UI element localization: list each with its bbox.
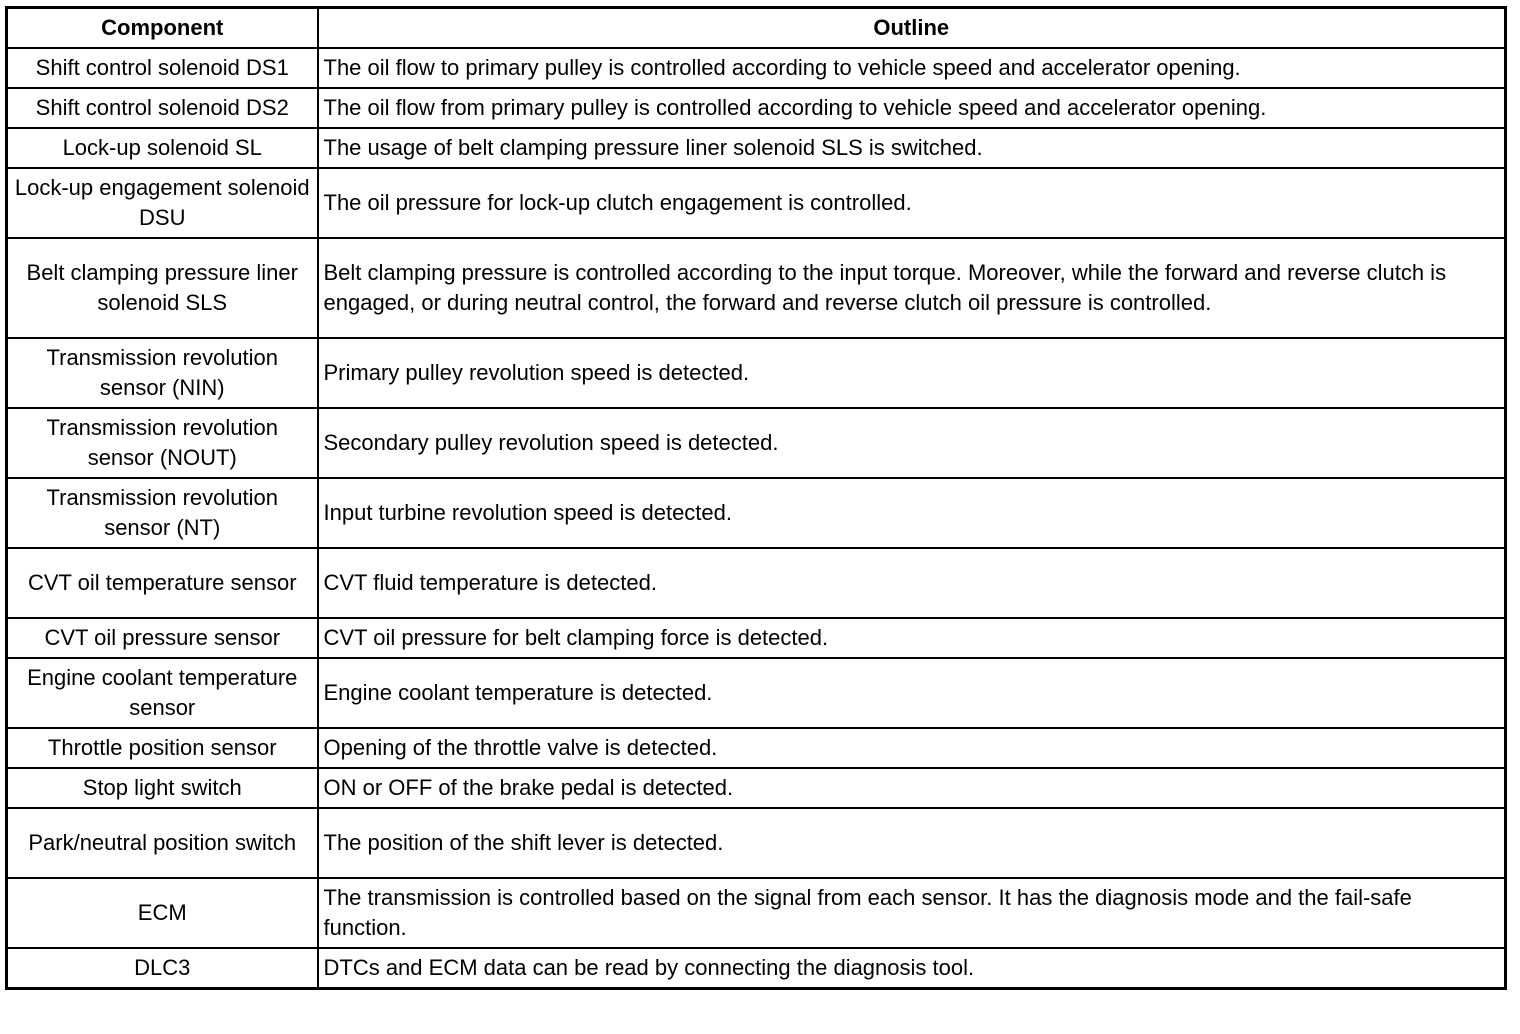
component-cell: Belt clamping pressure liner solenoid SLS [7, 238, 318, 338]
table-row [7, 768, 1506, 808]
table-row [7, 548, 1506, 618]
outline-cell: Input turbine revolution speed is detected. [318, 478, 1506, 548]
outline-cell: The oil flow to primary pulley is controlled according to vehicle speed and accelerator opening. [318, 48, 1506, 88]
component-cell: Stop light switch [7, 768, 318, 808]
component-cell: ECM [7, 878, 318, 948]
table-row [7, 128, 1506, 168]
table-row [7, 878, 1506, 948]
outline-cell: CVT fluid temperature is detected. [318, 548, 1506, 618]
table-row [7, 88, 1506, 128]
outline-cell: Engine coolant temperature is detected. [318, 658, 1506, 728]
header-component: Component [7, 8, 318, 49]
outline-cell: CVT oil pressure for belt clamping force is detected. [318, 618, 1506, 658]
table-row [7, 728, 1506, 768]
outline-cell: The usage of belt clamping pressure liner solenoid SLS is switched. [318, 128, 1506, 168]
header-outline: Outline [318, 8, 1506, 49]
component-cell: Transmission revolution sensor (NT) [7, 478, 318, 548]
table-row [7, 238, 1506, 338]
component-cell: Shift control solenoid DS1 [7, 48, 318, 88]
table-row [7, 658, 1506, 728]
component-cell: CVT oil temperature sensor [7, 548, 318, 618]
header-row [7, 8, 1506, 49]
component-cell: CVT oil pressure sensor [7, 618, 318, 658]
component-cell: Transmission revolution sensor (NOUT) [7, 408, 318, 478]
outline-cell: Primary pulley revolution speed is detected. [318, 338, 1506, 408]
outline-cell: The oil flow from primary pulley is controlled according to vehicle speed and accelerator opening. [318, 88, 1506, 128]
component-cell: Shift control solenoid DS2 [7, 88, 318, 128]
component-cell: Lock-up engagement solenoid DSU [7, 168, 318, 238]
outline-cell: The oil pressure for lock-up clutch engagement is controlled. [318, 168, 1506, 238]
components-table [5, 6, 1507, 990]
outline-cell: Secondary pulley revolution speed is detected. [318, 408, 1506, 478]
table-row [7, 618, 1506, 658]
component-cell: Engine coolant temperature sensor [7, 658, 318, 728]
table-row [7, 408, 1506, 478]
component-cell: Lock-up solenoid SL [7, 128, 318, 168]
component-cell: Throttle position sensor [7, 728, 318, 768]
component-cell: DLC3 [7, 948, 318, 989]
outline-cell: Opening of the throttle valve is detected. [318, 728, 1506, 768]
table-row [7, 338, 1506, 408]
outline-cell: The position of the shift lever is detected. [318, 808, 1506, 878]
outline-cell: Belt clamping pressure is controlled according to the input torque. Moreover, while the forward and reverse clutch is engaged, or during neutral control, the forward and reverse clutch oil pressure is controlled. [318, 238, 1506, 338]
table-row [7, 478, 1506, 548]
table-row [7, 48, 1506, 88]
outline-cell: ON or OFF of the brake pedal is detected. [318, 768, 1506, 808]
table-row [7, 168, 1506, 238]
outline-cell: DTCs and ECM data can be read by connecting the diagnosis tool. [318, 948, 1506, 989]
outline-cell: The transmission is controlled based on the signal from each sensor. It has the diagnosis mode and the fail-safe function. [318, 878, 1506, 948]
component-cell: Transmission revolution sensor (NIN) [7, 338, 318, 408]
table-row [7, 948, 1506, 989]
component-cell: Park/neutral position switch [7, 808, 318, 878]
table-row [7, 808, 1506, 878]
